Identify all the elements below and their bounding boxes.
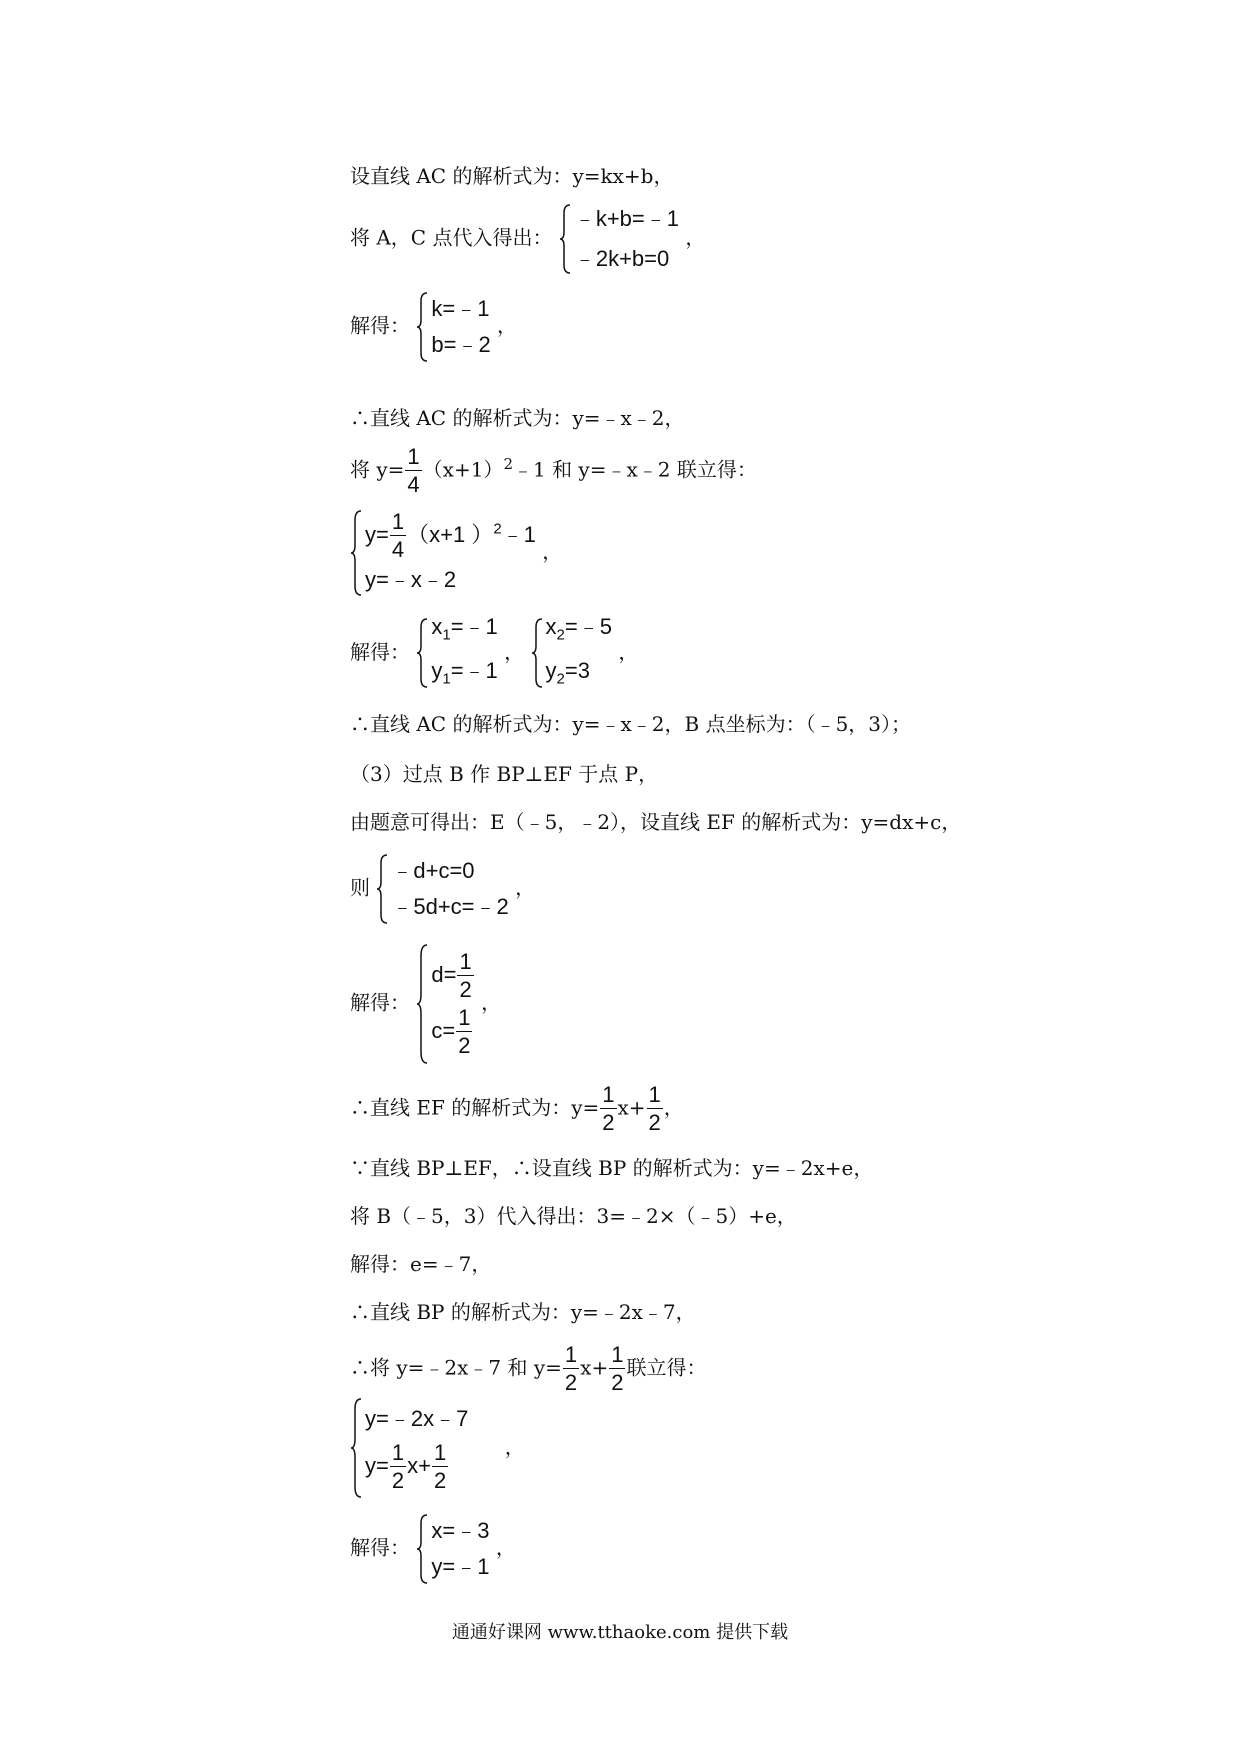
equation-row: ﹣2k+b=0: [573, 246, 670, 271]
text: （x+1）: [422, 457, 504, 482]
equation-row: k=﹣1: [431, 296, 490, 321]
line-parabola-system: [350, 510, 562, 596]
text: 联立得：: [626, 1355, 707, 1380]
equation-system: [531, 612, 612, 695]
line-final-solution: [350, 1514, 516, 1584]
text: 将 A，C 点代入得出：: [350, 225, 553, 250]
line-ef-setup: [350, 808, 961, 836]
fraction: $\frac{1}{2}$: [602, 1082, 615, 1135]
text: ∴直线 BP 的解析式为：y=﹣2x﹣7，: [350, 1300, 696, 1324]
equation-row: c= $\frac{1}{2}$: [431, 1005, 471, 1058]
fraction: $\frac{1}{2}$: [433, 1440, 447, 1493]
line-ac-result: [350, 404, 685, 432]
brace-icon: [559, 204, 571, 274]
equation-row: ﹣d+c=0: [391, 858, 475, 883]
line-lines-system: [350, 1398, 525, 1498]
fraction: $\frac{1}{2}$: [648, 1082, 661, 1135]
equation-row: d= $\frac{1}{2}$: [431, 949, 472, 1002]
fraction: $\frac{1}{2}$: [459, 949, 472, 1002]
fraction: $\frac{1}{4}$: [391, 509, 405, 562]
equation-row: x=﹣3: [431, 1518, 490, 1543]
line-bp-perpendicular: [350, 1154, 873, 1182]
line-combine-lines: [350, 1344, 706, 1394]
equation-system: [416, 612, 497, 695]
line-ef-system: [350, 854, 535, 924]
line-b-coordinates: [350, 710, 911, 738]
equation-row: ﹣k+b=﹣1: [573, 206, 679, 231]
text: 解得：: [350, 990, 410, 1015]
equation-system: [416, 944, 474, 1064]
line-solve-intersections: [350, 612, 638, 695]
line-substitute-b: [350, 1202, 797, 1230]
equation-row: $x_2=﹣5$: [545, 614, 612, 644]
text: ﹣1 和 y=﹣x﹣2 联立得：: [512, 457, 757, 482]
equation-row: $y_2=3$: [545, 658, 590, 688]
page-footer: [0, 1618, 1240, 1644]
comma: ，: [663, 1095, 684, 1120]
equation-system: [416, 1514, 489, 1584]
equation-system: [350, 510, 536, 596]
comma: ，: [542, 539, 563, 564]
exponent: 2: [503, 454, 513, 473]
line-solve-d-c: [350, 944, 501, 1064]
fraction: $\frac{1}{2}$: [564, 1342, 578, 1395]
text: 将 y=: [350, 457, 405, 482]
equation-row: y=﹣1: [431, 1554, 490, 1579]
brace-icon: [416, 1514, 428, 1584]
text: 解得：: [350, 639, 410, 664]
equation-row: $y_1=﹣1$: [431, 658, 498, 688]
equation-row: y=﹣2x﹣7: [365, 1406, 469, 1431]
fraction: $\frac{1}{2}$: [611, 1342, 624, 1395]
comma: ，: [504, 639, 525, 664]
text: ∴直线 AC 的解析式为：y=﹣x﹣2，B 点坐标为：（﹣5，3）；: [350, 712, 912, 736]
text: 解得：: [350, 313, 410, 338]
brace-icon: [350, 1398, 362, 1498]
equation-row: ﹣5d+c=﹣2: [391, 894, 509, 919]
text: ∵直线 BP⊥EF，∴设直线 BP 的解析式为：y=﹣2x+e，: [350, 1156, 874, 1180]
line-substitute-a-c: [350, 204, 705, 274]
line-set-ac-equation: [350, 162, 673, 190]
text: 设直线 AC 的解析式为：y=kx+b，: [350, 164, 674, 188]
comma: ，: [685, 225, 706, 250]
line-part-3: [350, 760, 658, 788]
equation-row: $x_1=﹣1$: [431, 614, 498, 644]
line-bp-result: [350, 1298, 696, 1326]
text: x+: [617, 1095, 646, 1120]
brace-icon: [531, 618, 543, 688]
comma: ，: [497, 313, 518, 338]
brace-icon: [416, 944, 428, 1064]
text: x+: [580, 1355, 609, 1380]
equation-system: [559, 204, 679, 274]
text: 将 B（﹣5，3）代入得出：3=﹣2×（﹣5）+e，: [350, 1204, 797, 1228]
text: 解得：: [350, 1535, 410, 1560]
line-solve-k-b: [350, 292, 517, 362]
equation-system: [376, 854, 508, 924]
line-solve-e: [350, 1250, 491, 1278]
line-ef-result: [350, 1084, 684, 1134]
equation-system: [350, 1398, 468, 1498]
comma: ，: [481, 990, 502, 1015]
text: 则: [350, 875, 370, 900]
line-combine-parabola: [350, 446, 757, 496]
fraction: $\frac{1}{2}$: [391, 1440, 405, 1493]
comma: ，: [618, 639, 639, 664]
brace-icon: [416, 292, 428, 362]
text: 解得：e=﹣7，: [350, 1252, 492, 1276]
equation-row: b=﹣2: [431, 332, 491, 357]
footer-text: 通通好课网 www.tthaoke.com 提供下载: [451, 1622, 789, 1643]
comma: ，: [495, 1535, 516, 1560]
equation-row: y= $\frac{1}{4}$ （x+1 ）$^2$﹣1: [365, 509, 536, 562]
text: ∴直线 EF 的解析式为：y=: [350, 1095, 600, 1120]
fraction: $\frac{1}{4}$: [407, 444, 420, 497]
comma: ，: [504, 1434, 525, 1459]
text: （3）过点 B 作 BP⊥EF 于点 P，: [350, 762, 659, 786]
equation-system: [416, 292, 490, 362]
text: ∴将 y=﹣2x﹣7 和 y=: [350, 1355, 562, 1380]
text: 由题意可得出：E（﹣5，﹣2），设直线 EF 的解析式为：y=dx+c，: [350, 810, 962, 834]
text: ∴直线 AC 的解析式为：y=﹣x﹣2，: [350, 406, 685, 430]
brace-icon: [350, 510, 362, 596]
brace-icon: [376, 854, 388, 924]
comma: ，: [515, 875, 536, 900]
brace-icon: [416, 618, 428, 688]
equation-row: y= $\frac{1}{2}$ x+ $\frac{1}{2}$: [365, 1440, 447, 1493]
equation-row: y=﹣x﹣2: [365, 567, 457, 592]
fraction: $\frac{1}{2}$: [458, 1005, 471, 1058]
